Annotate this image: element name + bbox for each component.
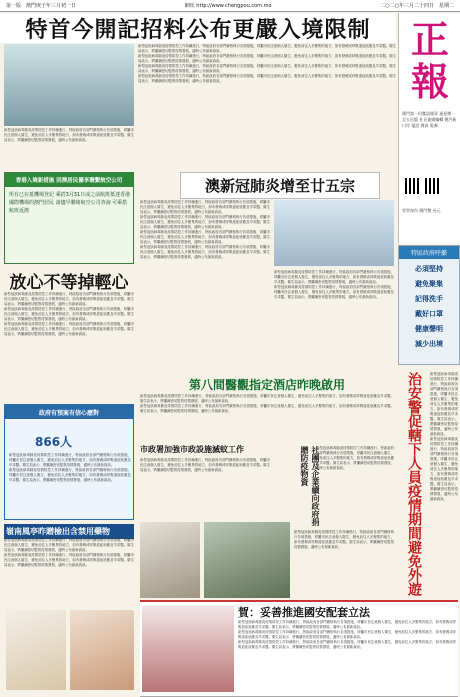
qr-code-icon[interactable] <box>425 178 441 194</box>
contingency-box: 政府有預案有信心應對 866人 新型冠狀病毒肺炎疫情防控工作持續進行，特區政府各部門嚴格執行各項措施，呼籲市民注意個人衛生，避免前往人多聚集的地方，如有發燒或呼吸道症狀應及早求醫。衛生局表示，將繼續密切監察疫情發展，適時公布最新資訊。 新型冠狀病毒肺炎疫情防控工作持續進行，特區政府各部門嚴格執行各項措施，呼籲市民注意個人衛生，避免前往人多聚集的地方，如有發燒或呼吸道症狀應及早求醫。衛生局表示，將繼續密切監察疫情發展，適時公布最新資訊。 <box>4 404 134 520</box>
appeal-item: 必須堅持 <box>415 265 443 273</box>
chief-executive-photo <box>4 44 134 126</box>
appeal-title: 特區政府呼籲 <box>399 246 459 259</box>
government-appeal-box <box>398 245 460 365</box>
main-headline: 特首今開記招料公布更嚴入境限制 <box>0 13 396 43</box>
fogging-photo <box>204 522 290 598</box>
hk-entry-notice <box>4 172 134 264</box>
appeal-item: 減少出境 <box>415 340 443 348</box>
page-topbar <box>0 0 460 12</box>
statistic-value: 866人 <box>35 435 73 449</box>
section-title: 澳新冠肺炎增至廿五宗 <box>180 172 380 199</box>
headline-article: 新型冠狀病毒肺炎疫情防控工作持續進行，特區政府各部門嚴格執行各項措施，呼籲市民注意個人衛生，避免前往人多聚集的地方，如有發燒或呼吸道症狀應及早求醫。衛生局表示，將繼續密切監察疫情發展，適時公布最新資訊。 新型冠狀病毒肺炎疫情防控工作持續進行，特區政府各部門嚴格執行各項措施，呼籲市民注意個人衛生，避免前往人多聚集的地方，如有發燒或呼吸道症狀應及早求醫。衛生局表示，將繼續密切監察疫情發展，適時公布最新資訊。 新型冠狀病毒肺炎疫情防控工作持續進行，特區政府各部門嚴格執行各項措施，呼籲市民注意個人衛生，避免前往人多聚集的地方，如有發燒或呼吸道症狀應及早求醫。衛生局表示，將繼續密切監察疫情發展，適時公布最新資訊。 新型冠狀病毒肺炎疫情防控工作持續進行，特區政府各部門嚴格執行各項措施，呼籲市民注意個人衛生，避免前往人多聚集的地方，如有發燒或呼吸道症狀應及早求醫。衛生局表示，將繼續密切監察疫情發展，適時公布最新資訊。 <box>138 44 396 83</box>
appeal-item: 避免聚集 <box>415 280 443 288</box>
masthead-info: 澳門第一份雙語報章 逢星期一至五出版 社長兼總編輯 澳門新口岸 電話 傳真 電郵 <box>402 111 457 128</box>
fogging-photo <box>140 522 200 598</box>
notice-body: 所有已在抵機場登記 乘搭3月31日或之前航班抵達香港國際機場的澳門居民 請儘早聯絡航空公司查詢 可乘搭航班返澳 <box>9 192 131 214</box>
masthead <box>398 13 460 243</box>
product-photo <box>6 610 66 690</box>
western-date: 二○二○年三月二十四日 星期二 <box>380 3 454 9</box>
vertical-headline: 治安警促轄下人員疫情期間避免外遊 <box>406 372 422 596</box>
newspaper-logo: 正報 <box>410 17 449 104</box>
appeal-item: 健康聲明 <box>415 325 443 333</box>
appeal-item: 記得洗手 <box>415 295 443 303</box>
price-info: 零售每份 澳門幣 叁元 <box>402 208 441 213</box>
photo-caption: 新型冠狀病毒肺炎疫情防控工作持續進行，特區政府各部門嚴格執行各項措施，呼籲市民注意個人衛生，避免前往人多聚集的地方，如有發燒或呼吸道症狀應及早求醫。衛生局表示，將繼續密切監察疫情發展，適時公布最新資訊。 <box>4 128 134 142</box>
box-title: 政府有預案有信心應對 <box>5 405 133 419</box>
press-conference-photo <box>274 200 394 266</box>
vertical-headline: 社團及企業續向政府捐贈防疫物資 <box>300 446 321 526</box>
article-text: 新型冠狀病毒肺炎疫情防控工作持續進行，特區政府各部門嚴格執行各項措施，呼籲市民注意個人衛生，避免前往人多聚集的地方，如有發燒或呼吸道症狀應及早求醫。衛生局表示，將繼續密切監察疫情發展，適時公布最新資訊。 新型冠狀病毒肺炎疫情防控工作持續進行，特區政府各部門嚴格執行各項措施，呼籲市民注意個人衛生，避免前往人多聚集的地方，如有發燒或呼吸道症狀應及早求醫。衛生局表示，將繼續密切監察疫情發展，適時公布最新資訊。 新型冠狀病毒肺炎疫情防控工作持續進行，特區政府各部門嚴格執行各項措施，呼籲市民注意個人衛生，避免前往人多聚集的地方，如有發燒或呼吸道症狀應及早求醫。衛生局表示，將繼續密切監察疫情發展，適時公布最新資訊。 <box>4 292 134 336</box>
notice-title: 香港入境新措施 回澳居民優享聯繫航空公司 <box>5 173 133 187</box>
section-title: 第八間醫觀指定酒店昨晚啟用 <box>188 378 345 392</box>
section-title: 嶺南風亭昨贈檢出含禁用藥物 <box>4 524 134 539</box>
section-title: 放心不等掉輕心 <box>9 273 129 293</box>
qr-code-icon[interactable] <box>405 178 421 194</box>
appeal-item: 戴好口罩 <box>415 310 443 318</box>
website[interactable]: 網址 http://www.chengpou.com.mo <box>184 3 272 9</box>
product-photo <box>70 610 134 690</box>
section-title: 賀：妥善推進國安配套立法 <box>238 606 370 619</box>
section-title: 市政署加強市政設施滅蚊工作 <box>140 444 244 454</box>
meeting-photo <box>142 606 234 692</box>
edition-date: 第一版 澳門庚子年三月初一日 <box>6 3 77 9</box>
